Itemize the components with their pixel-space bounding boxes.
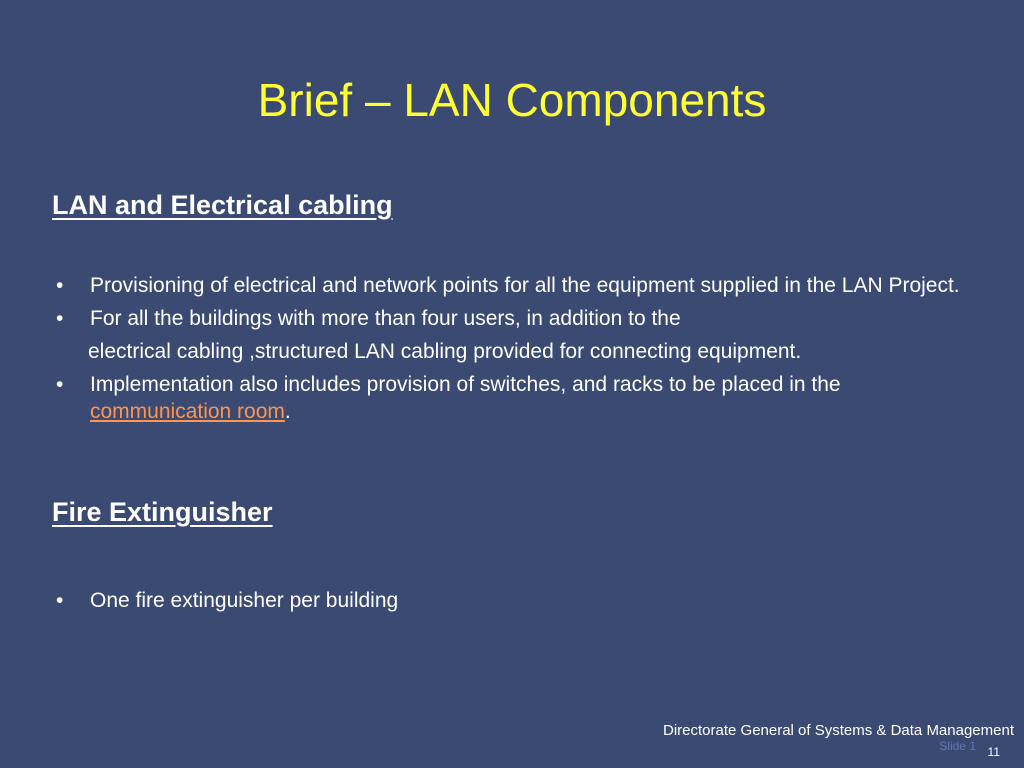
bullet-text: Provisioning of electrical and network points for all the equipment supplied in the LAN Project. xyxy=(90,274,960,297)
bullet-icon: • xyxy=(56,373,64,396)
bullet-icon: • xyxy=(56,274,64,297)
slide-number: 11 xyxy=(987,745,1000,759)
bullet-text: One fire extinguisher per building xyxy=(90,589,399,612)
slide-title: Brief – LAN Components xyxy=(257,74,767,126)
communication-room-link[interactable]: communication room xyxy=(90,400,285,423)
list-item xyxy=(52,305,982,332)
bullet-text: Implementation also includes provision of switches, and racks to be placed in the xyxy=(90,373,841,396)
bullet-text: For all the buildings with more than four users, in addition to the xyxy=(90,307,681,330)
list-item xyxy=(52,371,982,425)
list-item xyxy=(52,272,982,299)
list-item xyxy=(52,587,982,614)
bullet-icon: • xyxy=(56,589,64,612)
section-heading-fire-extinguisher: Fire Extinguisher xyxy=(52,497,273,527)
section-heading-lan-cabling: LAN and Electrical cabling xyxy=(52,190,393,220)
slide-label: Slide 1 xyxy=(939,739,976,753)
bullet-icon: • xyxy=(56,307,64,330)
bullet-list-lan-cabling xyxy=(52,272,982,425)
continuation-line: electrical cabling ,structured LAN cabling provided for connecting equipment. xyxy=(88,340,802,363)
footer-text: Directorate General of Systems & Data Management xyxy=(663,722,1014,739)
bullet-list-fire-extinguisher xyxy=(52,587,982,614)
period-text: . xyxy=(284,400,291,423)
